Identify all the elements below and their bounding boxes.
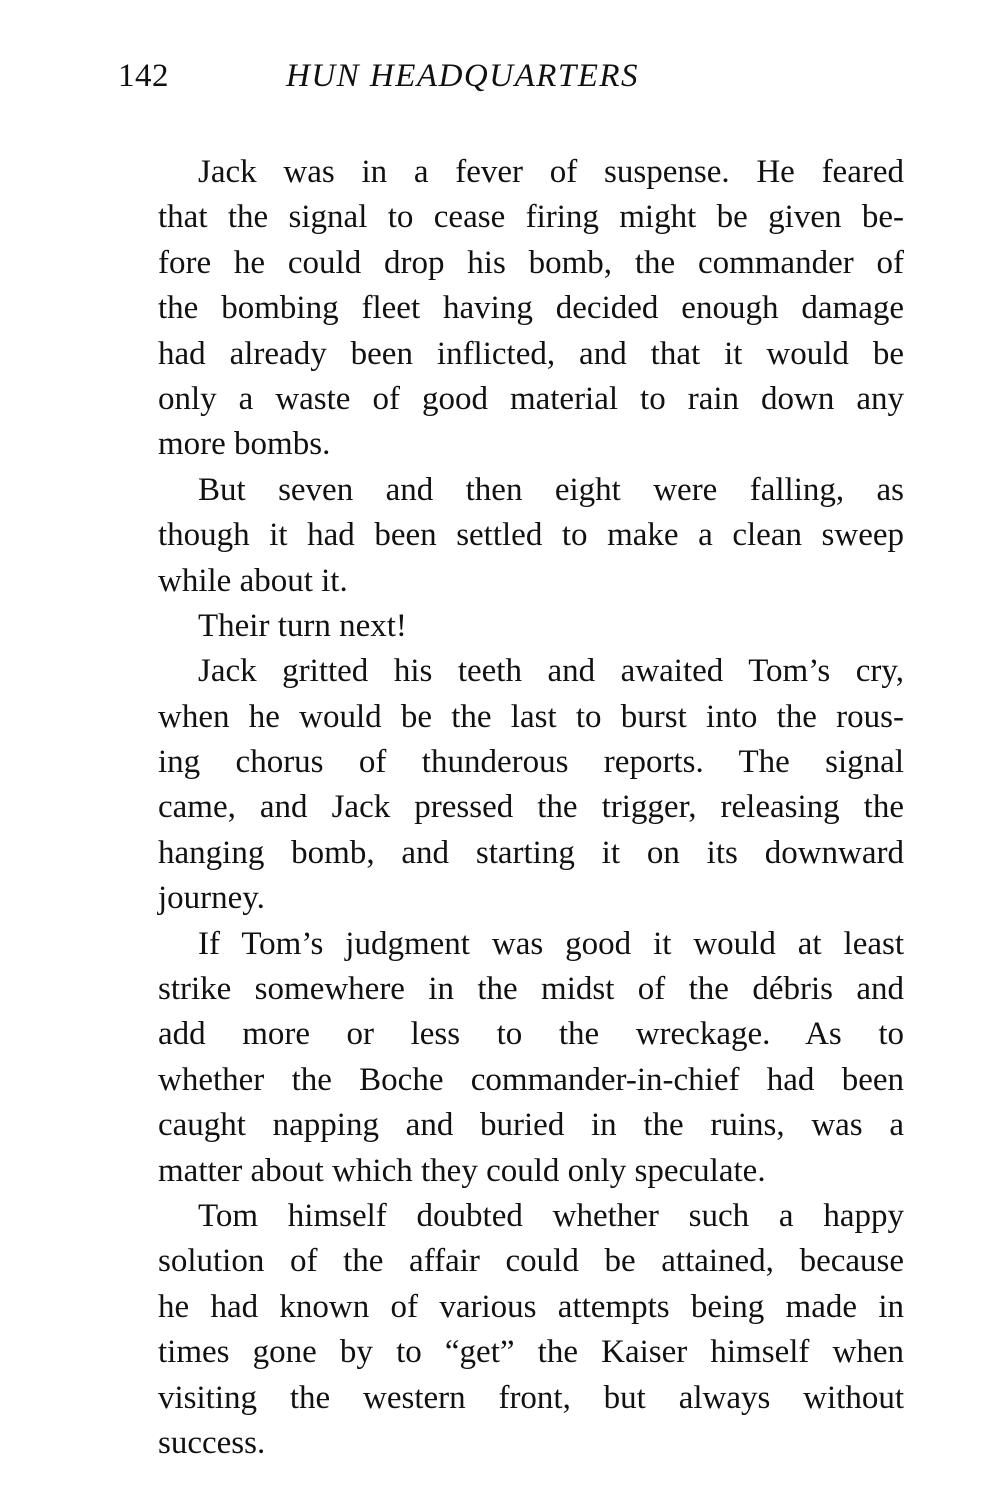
text-line: that the signal to cease firing might be given be- xyxy=(158,199,904,236)
text-line: success. xyxy=(158,1424,266,1461)
text-line: strike somewhere in the midst of the débris and xyxy=(158,971,904,1008)
text-line: whether the Boche commander-in-chief had been xyxy=(158,1061,904,1098)
text-line: when he would be the last to burst into the rous- xyxy=(158,698,904,735)
text-line: caught napping and buried in the ruins, was a xyxy=(158,1107,904,1144)
paragraph xyxy=(118,922,904,1194)
paragraph xyxy=(118,150,904,468)
text-line: journey. xyxy=(158,880,265,917)
text-line: visiting the western front, but always without xyxy=(158,1379,904,1416)
text-line: add more or less to the wreckage. As to xyxy=(158,1016,904,1053)
text-line: came, and Jack pressed the trigger, releasing the xyxy=(158,789,904,826)
running-title: HUN HEADQUARTERS xyxy=(286,58,640,94)
text-line: he had known of various attempts being made in xyxy=(158,1288,904,1325)
text-line: hanging bomb, and starting it on its downward xyxy=(158,834,904,871)
paragraph xyxy=(118,468,904,604)
text-line: though it had been settled to make a clean sweep xyxy=(158,517,904,554)
page-number: 142 xyxy=(118,58,169,94)
text-line: times gone by to “get” the Kaiser himself when xyxy=(158,1334,904,1371)
text-line: If Tom’s judgment was good it would at least xyxy=(198,925,904,962)
text-line: only a waste of good material to rain down any xyxy=(158,380,904,417)
paragraph xyxy=(118,649,904,921)
body-text xyxy=(118,150,904,1466)
text-line: Tom himself doubted whether such a happy xyxy=(198,1197,904,1234)
text-line: more bombs. xyxy=(158,426,331,463)
text-line: the bombing fleet having decided enough damage xyxy=(158,290,904,327)
text-line: But seven and then eight were falling, as xyxy=(198,471,904,508)
text-line: solution of the affair could be attained, because xyxy=(158,1243,904,1280)
paragraph xyxy=(118,1194,904,1466)
paragraph xyxy=(118,604,904,649)
text-line: Jack was in a fever of suspense. He feared xyxy=(198,154,904,190)
text-line: matter about which they could only speculate. xyxy=(158,1152,766,1189)
text-line: fore he could drop his bomb, the commander of xyxy=(158,244,904,281)
text-line: while about it. xyxy=(158,562,348,599)
text-line: ing chorus of thunderous reports. The signal xyxy=(158,744,904,781)
text-line: had already been inflicted, and that it would be xyxy=(158,335,904,372)
text-line: Their turn next! xyxy=(198,607,407,644)
running-head xyxy=(118,52,738,100)
text-line: Jack gritted his teeth and awaited Tom’s cry, xyxy=(198,653,904,690)
